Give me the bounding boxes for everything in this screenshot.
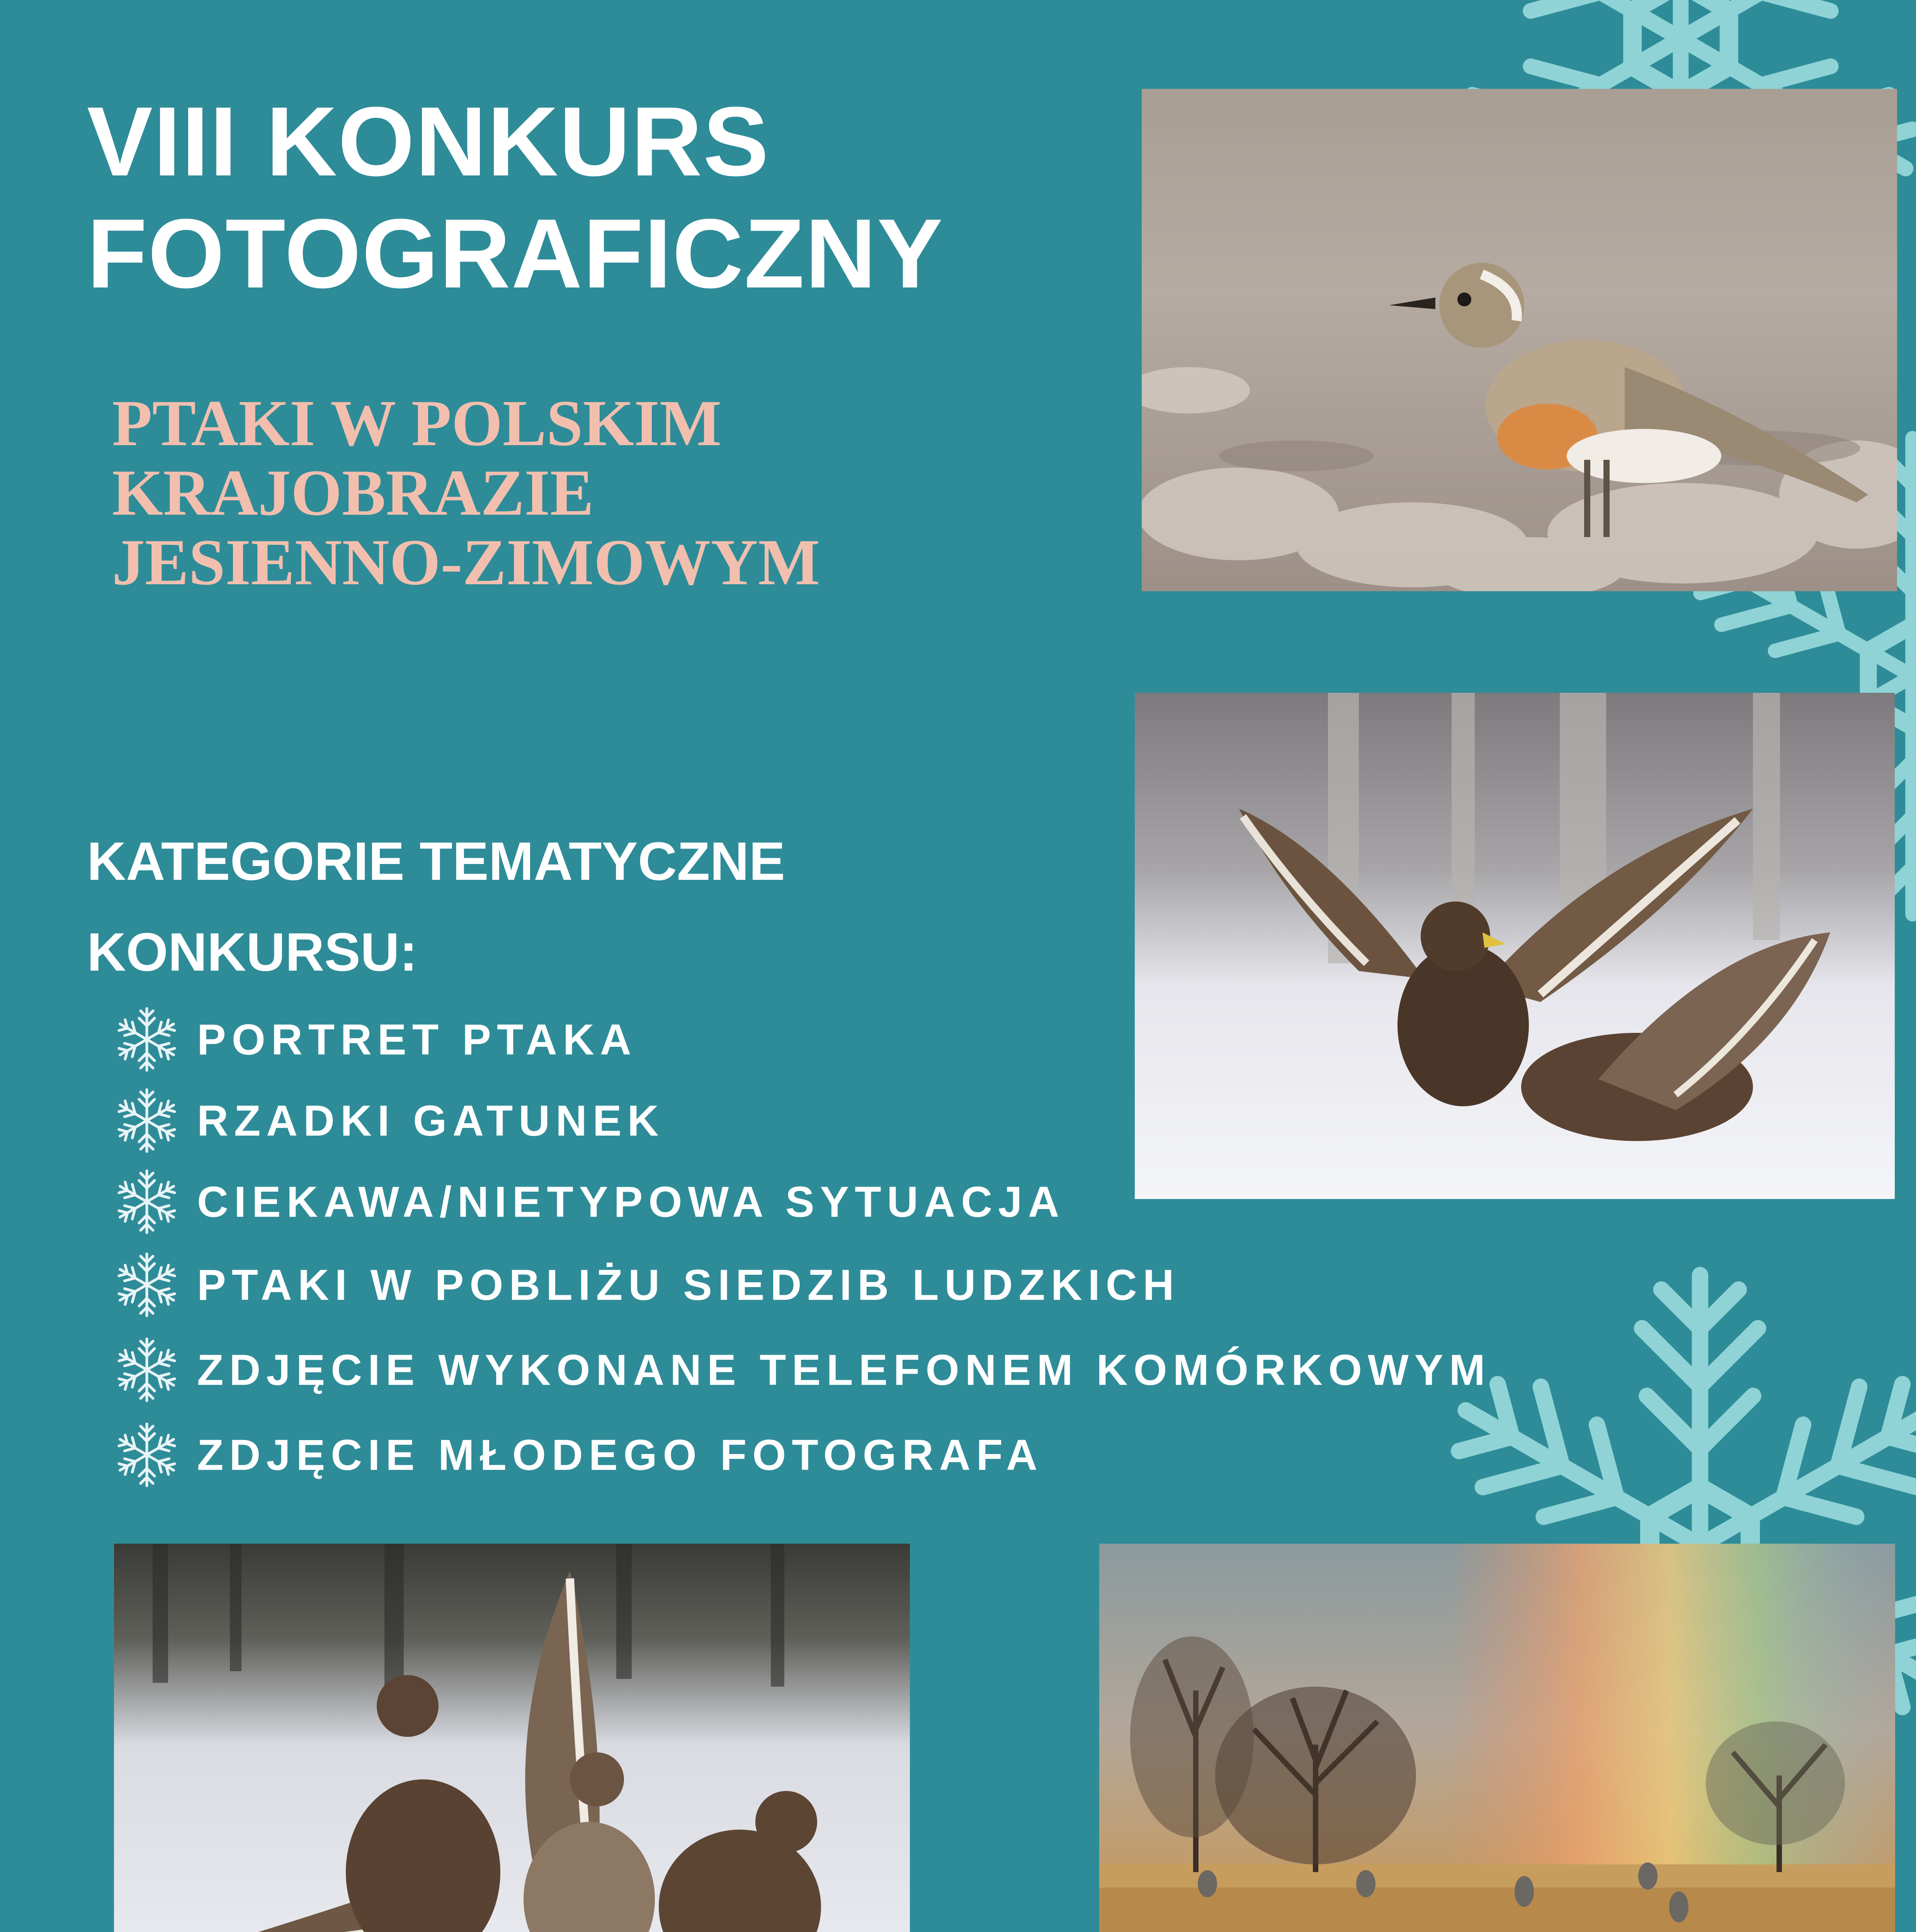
photo-buzzards-fighting: [114, 1544, 910, 1932]
snowflake-bullet-icon: [112, 1167, 182, 1236]
snowflake-bullet-icon: [112, 1005, 182, 1074]
category-item: [112, 1250, 1180, 1320]
category-label: RZADKI GATUNEK: [197, 1096, 665, 1145]
subtitle-line-2: KRAJOBRAZIE: [112, 456, 594, 529]
title-line-2: FOTOGRAFICZNY: [87, 199, 944, 309]
title-line-1: VIII KONKURS: [87, 87, 770, 197]
categories-heading-line-1: KATEGORIE TEMATYCZNE: [87, 831, 785, 891]
category-item: [112, 1086, 665, 1155]
snowflake-bullet-icon: [112, 1335, 182, 1405]
category-item: [112, 1420, 1043, 1490]
snowflake-bullet-icon: [112, 1086, 182, 1155]
category-label: CIEKAWA/NIETYPOWA SYTUACJA: [197, 1177, 1065, 1226]
category-item: [112, 1005, 637, 1074]
category-label: PORTRET PTAKA: [197, 1015, 637, 1064]
subtitle-line-1: PTAKI W POLSKIM: [112, 387, 722, 459]
snowflake-bullet-icon: [112, 1250, 182, 1320]
subtitle-line-3: JESIENNO-ZIMOWYM: [112, 526, 820, 599]
category-label: ZDJĘCIE WYKONANE TELEFONEM KOMÓRKOWYM: [197, 1345, 1491, 1394]
category-label: PTAKI W POBLIŻU SIEDZIB LUDZKICH: [197, 1260, 1180, 1309]
photo-buzzard-wings-spread: [1135, 693, 1895, 1199]
categories-heading-line-2: KONKURSU:: [87, 922, 418, 982]
category-item: [112, 1335, 1491, 1405]
category-item: [112, 1167, 1065, 1236]
photo-plover-on-soil: [1142, 89, 1897, 591]
snowflake-bullet-icon: [112, 1420, 182, 1490]
photo-cranes-rainbow: [1099, 1544, 1895, 1932]
category-label: ZDJĘCIE MŁODEGO FOTOGRAFA: [197, 1430, 1043, 1479]
